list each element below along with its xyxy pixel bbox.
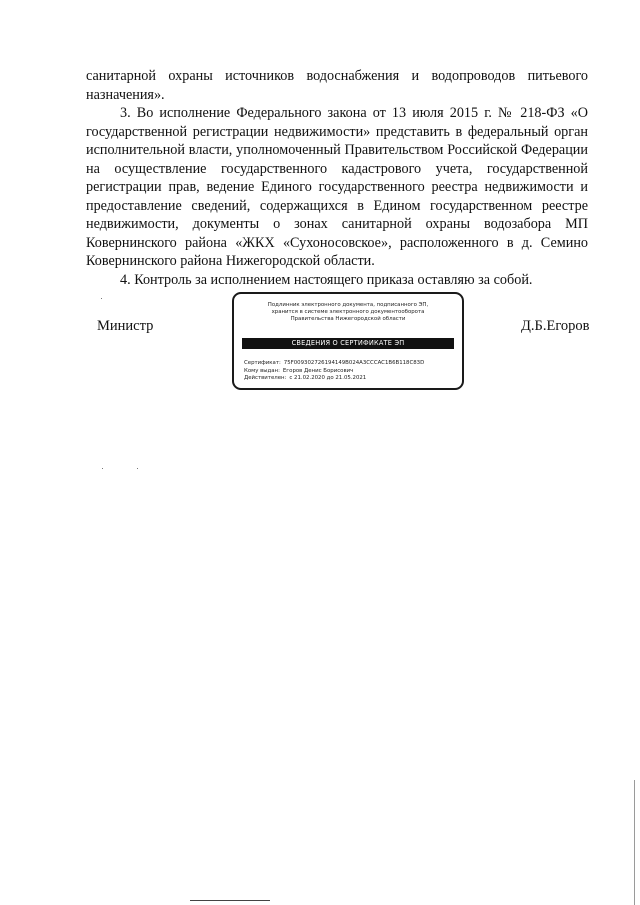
certificate-value: 75F009302726194149B024A3CCCAC1B6B118C83D	[283, 360, 425, 366]
paragraph-continuation: санитарной охраны источников водоснабжения и водопроводов питьевого назначения».	[86, 68, 588, 103]
page-bottom-rule	[190, 900, 270, 901]
document-body	[86, 67, 588, 289]
certificate-label: Сертификат:	[244, 360, 281, 366]
signatory-name: Д.Б.Егоров	[521, 318, 590, 334]
stamp-header-line: Правительства Нижегородской области	[290, 316, 406, 322]
scan-speck	[137, 468, 138, 469]
validity-row	[244, 375, 454, 383]
scan-speck	[101, 298, 102, 299]
paragraph-item-3: 3. Во исполнение Федерального закона от 13 июля 2015 г. № 218-ФЗ «О государственной регистрации недвижимости» представить в федеральный орган исполнительной власти, уполномоченный Правительством Российской Федерации на осуществление государственного кадастрового учета, государственной регистрации прав, ведение Единого государственного реестра недвижимости и предоставление сведений, содержащихся в Едином государственном реестре недвижимости, документы о зонах санитарной охраны водозабора МП Ковернинского района «ЖКХ «Сухоносовское», расположенного в д. Семино Ковернинского района Нижегородской области.	[86, 105, 588, 269]
issued-to-label: Кому выдан:	[244, 367, 280, 374]
stamp-title-bar: СВЕДЕНИЯ О СЕРТИФИКАТЕ ЭП	[242, 338, 454, 349]
validity-value: с 21.02.2020 до 21.05.2021	[289, 375, 367, 382]
certificate-row	[244, 360, 454, 368]
paragraph-item-4: 4. Контроль за исполнением настоящего приказа оставляю за собой.	[120, 271, 533, 288]
issued-to-value: Егоров Денис Борисович	[282, 367, 354, 374]
stamp-header-line: хранится в системе электронного документооборота	[271, 309, 425, 315]
signature-block	[0, 292, 640, 402]
stamp-details	[244, 360, 454, 383]
signatory-title: Министр	[97, 318, 154, 334]
scan-edge-line	[634, 780, 635, 905]
stamp-header-line: Подлинник электронного документа, подписанного ЭП,	[267, 302, 429, 308]
electronic-signature-stamp	[232, 292, 464, 390]
validity-label: Действителен:	[244, 375, 287, 382]
stamp-header	[242, 302, 454, 323]
scan-speck	[102, 468, 103, 469]
